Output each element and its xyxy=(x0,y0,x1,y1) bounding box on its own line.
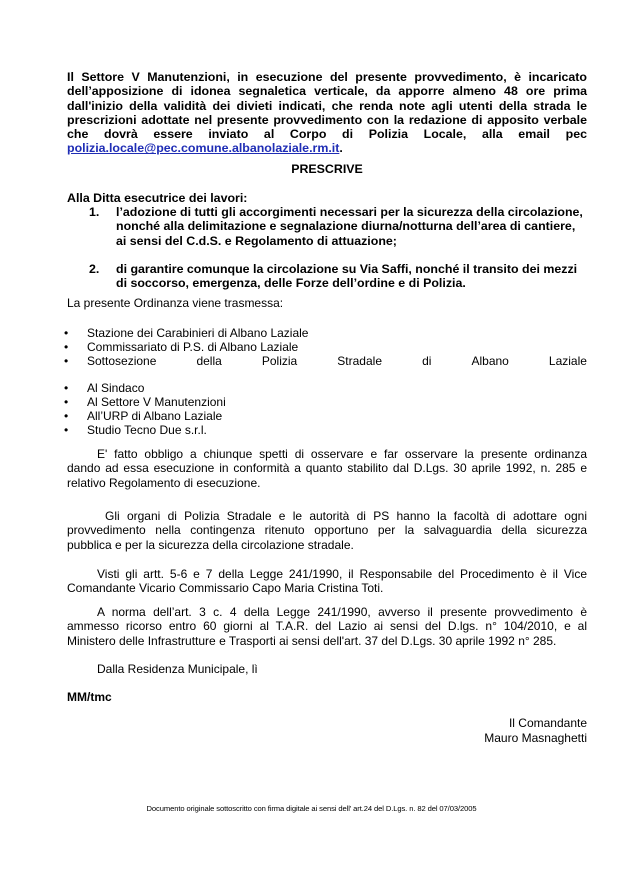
pec-email-link[interactable]: polizia.locale@pec.comune.albanolaziale.rm.it xyxy=(67,141,340,156)
organi-paragraph xyxy=(67,509,587,552)
bullet-icon: • xyxy=(64,381,69,395)
recipient-label: All’URP di Albano Laziale xyxy=(87,409,223,423)
signature-title: Il Comandante xyxy=(508,716,587,730)
signature-name: Mauro Masnaghetti xyxy=(484,730,587,745)
bullet-icon: • xyxy=(64,395,69,409)
paragraph-line: relativo Regolamento di esecuzione. xyxy=(67,475,261,490)
recipient-label: Al Settore V Manutenzioni xyxy=(87,395,226,409)
recipient-item xyxy=(64,395,589,409)
recipient-label: Al Sindaco xyxy=(87,381,145,395)
intro-line: prescrizioni adottate nel presente provvedimento con la redazione di apposito verbale xyxy=(67,112,587,127)
prescrive-heading: PRESCRIVE xyxy=(291,162,363,176)
numbered-item-1 xyxy=(89,205,588,248)
numbered-item-2 xyxy=(89,262,588,291)
paragraph-line: Visti gli artt. 5-6 e 7 della Legge 241/1990, il Responsabile del Procedimento è il Vice xyxy=(97,567,587,581)
paragraph-line: ammesso ricorso entro 60 giorni al T.A.R. del Lazio ai sensi del D.lgs. n° 104/2010, e al xyxy=(67,619,587,634)
bullet-icon: • xyxy=(64,340,69,354)
recipient-item xyxy=(64,381,589,395)
footer-note: Documento originale sottoscritto con firma digitale ai sensi dell' art.24 del D.Lgs. n. 82 del 07/03/2005 xyxy=(146,804,477,813)
residenza-line: Dalla Residenza Municipale, lì xyxy=(97,662,258,676)
item-line: di soccorso, emergenza, delle Forze dell’ordine e di Polizia. xyxy=(116,276,466,291)
paragraph-line: E' fatto obbligo a chiunque spetti di osservare e far osservare la presente ordinanza xyxy=(97,447,587,461)
intro-line: che dovrà essere inviato al Corpo di Polizia Locale, alla email pec xyxy=(67,127,587,142)
bullet-icon: • xyxy=(64,354,69,368)
recipient-item xyxy=(64,409,589,423)
word: Laziale xyxy=(548,354,587,368)
recipient-item xyxy=(64,340,589,354)
intro-line: dell’apposizione di idonea segnaletica verticale, da apporre almeno 48 ore prima xyxy=(67,84,587,99)
paragraph-line: Ministero delle Infrastrutture e Trasporti ai sensi dell'art. 37 del D.Lgs. 30 aprile 1992 n° 285. xyxy=(67,633,557,648)
intro-paragraph xyxy=(67,70,587,156)
visti-paragraph xyxy=(67,567,587,596)
word: Polizia xyxy=(261,354,298,368)
paragraph-line: A norma dell’art. 3 c. 4 della Legge 241/1990, avverso il presente provvedimento è xyxy=(97,605,587,619)
intro-period: . xyxy=(339,141,343,156)
bullet-icon: • xyxy=(64,409,69,423)
recipient-label: Stazione dei Carabinieri di Albano Laziale xyxy=(87,326,309,340)
intro-line: Il Settore V Manutenzioni, in esecuzione del presente provvedimento, è incaricato xyxy=(67,70,587,84)
item-line: ai sensi del C.d.S. e Regolamento di attuazione; xyxy=(116,233,397,248)
intro-line: dall'inizio della validità dei divieti indicati, che renda note agli utenti della strada le xyxy=(67,98,587,113)
recipients-list-1 xyxy=(64,326,589,368)
recipients-list-2 xyxy=(64,381,589,437)
signature-block xyxy=(484,716,587,745)
ditta-heading: Alla Ditta esecutrice dei lavori: xyxy=(67,191,248,205)
recipient-item xyxy=(64,354,589,368)
word: della xyxy=(196,354,222,368)
bullet-icon: • xyxy=(64,326,69,340)
bullet-icon: • xyxy=(64,423,69,437)
item-number: 2. xyxy=(89,262,100,276)
item-line: l’adozione di tutti gli accorgimenti necessari per la sicurezza della circolazione, xyxy=(116,205,583,219)
recipient-label: Commissariato di P.S. di Albano Laziale xyxy=(87,340,299,354)
word: Sottosezione xyxy=(87,354,157,368)
recipient-label: Studio Tecno Due s.r.l. xyxy=(87,423,207,437)
paragraph-line: pubblica e per la sicurezza della circolazione stradale. xyxy=(67,537,354,552)
paragraph-line: Comandante Vicario Commissario Capo Maria Cristina Toti. xyxy=(67,581,384,596)
paragraph-line: provvedimento nella contingenza ritenuto opportuno per la salvaguardia della sicurezza xyxy=(67,523,587,538)
recipient-label-spread xyxy=(87,354,589,368)
word: Albano xyxy=(471,354,509,368)
recipient-item xyxy=(64,326,589,340)
item-line: nonché alla delimitazione e segnalazione diurna/notturna dell’area di cantiere, xyxy=(116,219,576,234)
paragraph-line: dando ad essa esecuzione in conformità a quanto stabilito dal D.Lgs. 30 aprile 1992, n. 285 e xyxy=(67,461,587,476)
paragraph-line: Gli organi di Polizia Stradale e le autorità di PS hanno la facoltà di adottare ogni xyxy=(105,509,587,523)
trasmessa-intro: La presente Ordinanza viene trasmessa: xyxy=(67,296,284,310)
recipient-item xyxy=(64,423,589,437)
word: Stradale xyxy=(337,354,382,368)
item-line: di garantire comunque la circolazione su Via Saffi, nonché il transito dei mezzi xyxy=(116,262,578,276)
word: di xyxy=(422,354,432,368)
initials: MM/tmc xyxy=(67,690,112,704)
obbligo-paragraph xyxy=(67,447,587,490)
norma-paragraph xyxy=(67,605,587,648)
item-number: 1. xyxy=(89,205,100,219)
